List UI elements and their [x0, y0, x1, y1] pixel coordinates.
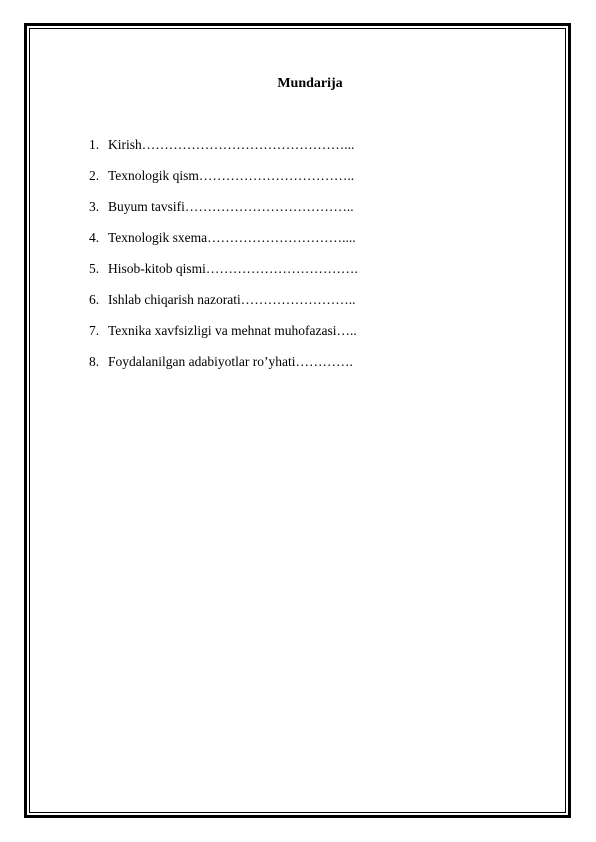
toc-item-number: 4.: [89, 230, 100, 245]
toc-item-number: 5.: [89, 261, 100, 276]
table-of-contents: [89, 137, 358, 385]
toc-item-text: Texnologik qism……………………………..: [108, 168, 355, 183]
toc-item-number: 6.: [89, 292, 100, 307]
toc-item-text: Ishlab chiqarish nazorati……………………..: [108, 292, 356, 307]
toc-item: [89, 354, 358, 385]
toc-item: [89, 199, 358, 230]
toc-item-number: 8.: [89, 354, 100, 369]
toc-item-text: Kirish………………………………………...: [108, 137, 355, 152]
toc-item-text: Texnologik sxema…………………………....: [108, 230, 356, 245]
toc-item-number: 2.: [89, 168, 100, 183]
toc-item: [89, 137, 358, 168]
toc-item-number: 3.: [89, 199, 100, 214]
toc-item: [89, 261, 358, 292]
toc-item-text: Foydalanilgan adabiyotlar ro’yhati………….: [108, 354, 353, 369]
toc-item-text: Hisob-kitob qismi…………………………….: [108, 261, 358, 276]
toc-item: [89, 168, 358, 199]
toc-item: [89, 323, 358, 354]
toc-item-number: 7.: [89, 323, 100, 338]
page-title: Mundarija: [277, 76, 343, 91]
toc-item: [89, 292, 358, 323]
toc-item-text: Buyum tavsifi………………………………..: [108, 199, 354, 214]
toc-item: [89, 230, 358, 261]
toc-item-number: 1.: [89, 137, 100, 152]
toc-item-text: Texnika xavfsizligi va mehnat muhofazasi…..: [108, 323, 357, 338]
